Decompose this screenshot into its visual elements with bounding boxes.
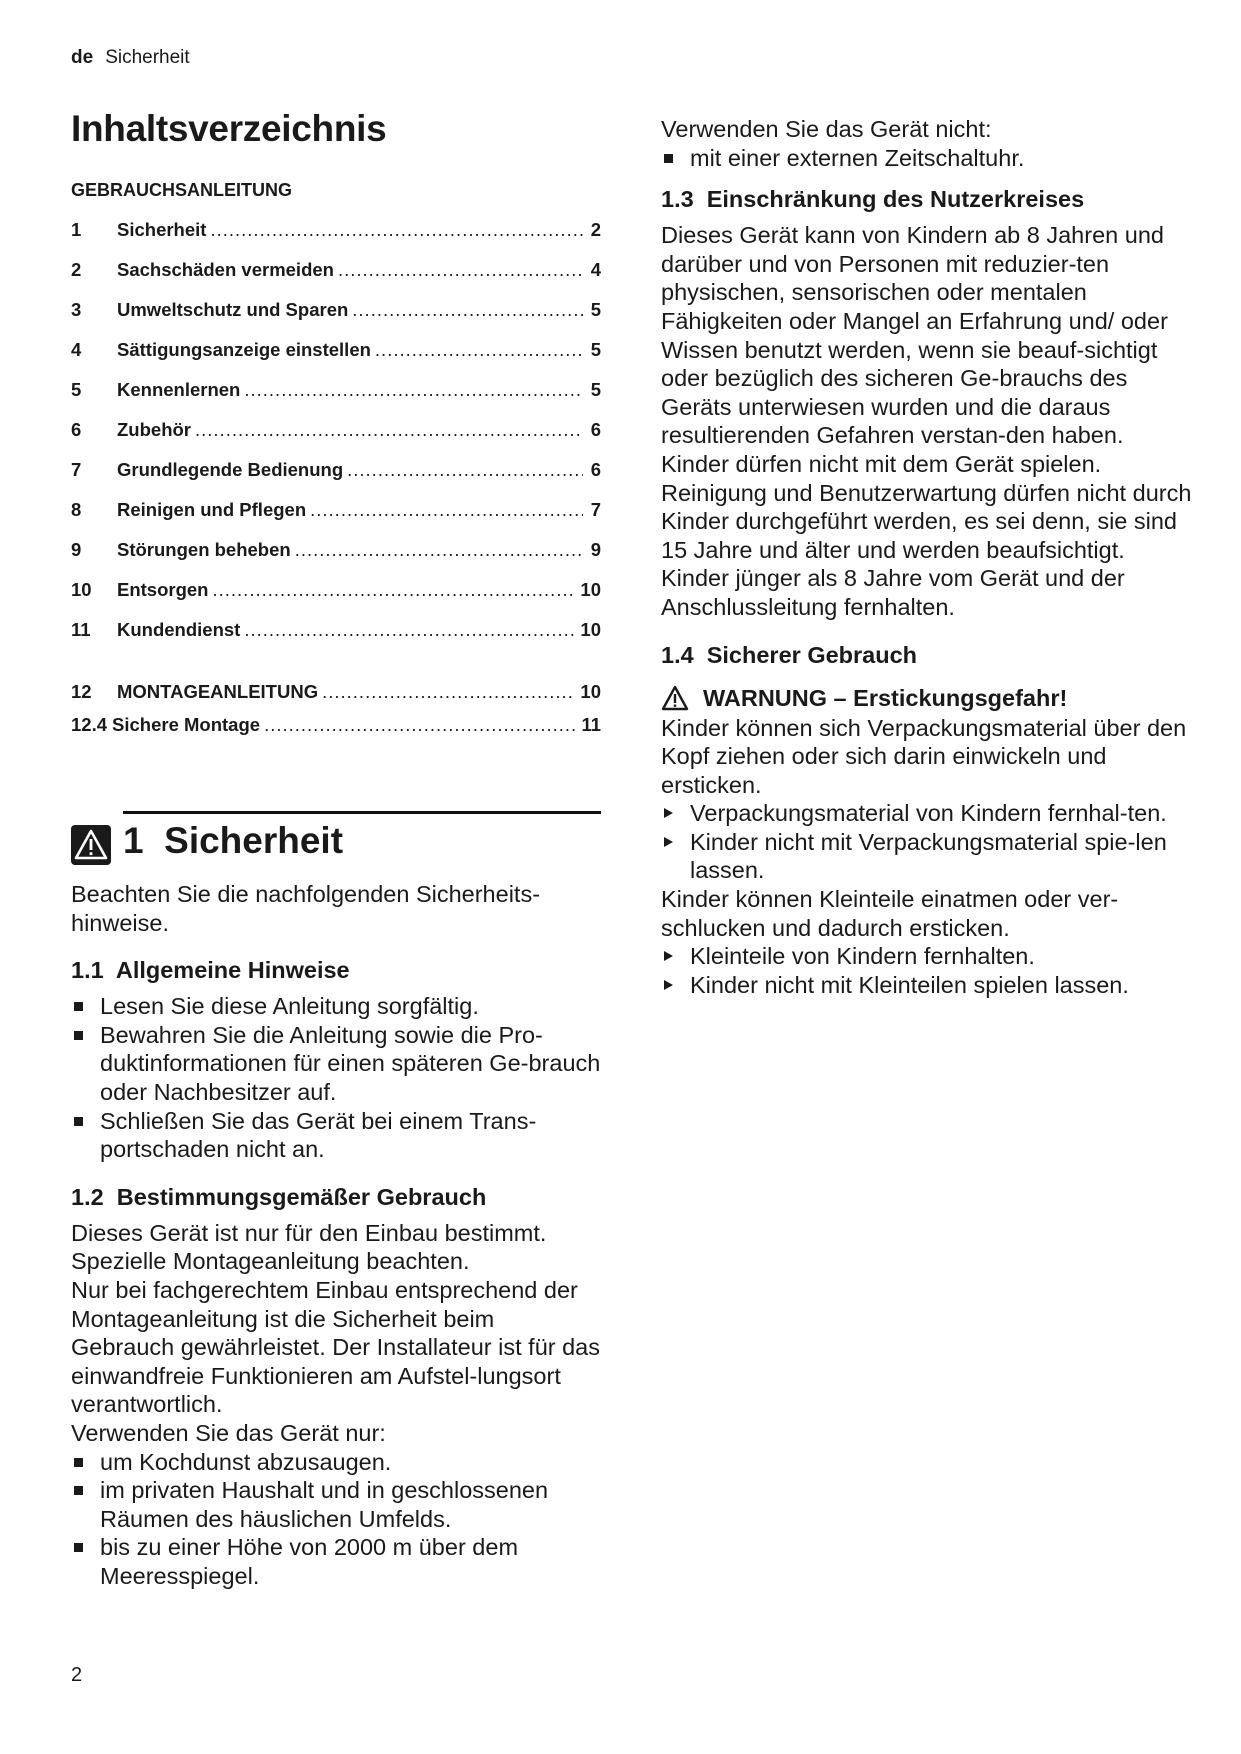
chapter-intro: Beachten Sie die nachfolgenden Sicherheits-hinweise. (71, 881, 541, 936)
toc-entry-number: 4 (71, 339, 82, 360)
toc-entry-page: 2 (590, 219, 601, 240)
paragraph: Kinder jünger als 8 Jahre vom Gerät und der Anschlussleitung fernhalten. (661, 565, 1125, 620)
chapter-heading-block (71, 811, 601, 862)
right-column (661, 115, 1201, 999)
section-1-1-title: 1.1 Allgemeine Hinweise (71, 957, 350, 984)
toc-title: Inhaltsverzeichnis (71, 108, 387, 149)
toc-entry-title: Zubehör (117, 419, 191, 440)
toc-entry-number: 10 (71, 579, 92, 600)
toc-entry-number: 11 (71, 619, 91, 640)
toc-entry-title: Sicherheit (117, 219, 207, 240)
toc-entry-number: 3 (71, 299, 82, 320)
warning-title: WARNUNG – Erstickungsgefahr! (703, 684, 1068, 711)
chapter-title-bar (123, 811, 601, 862)
toc-leader-dots (244, 619, 574, 641)
prohibited-use-list (661, 144, 1201, 173)
toc-list (71, 219, 601, 747)
instruction-steps (661, 942, 1201, 999)
instruction-steps (661, 799, 1201, 885)
list-item: bis zu einer Höhe von 2000 m über dem Meeresspiegel. (71, 1533, 601, 1590)
toc-leader-dots (375, 339, 583, 361)
toc-entry[interactable] (71, 714, 601, 747)
toc-leader-dots (210, 219, 583, 241)
toc-entry-page: 6 (590, 459, 601, 480)
paragraph: Kinder dürfen nicht mit dem Gerät spielen. (661, 450, 1102, 477)
toc-leader-dots (195, 419, 583, 441)
page-header (71, 47, 190, 69)
toc-entry-number: 2 (71, 259, 82, 280)
warning-heading (661, 685, 1201, 712)
paragraph: Kinder können Kleinteile einatmen oder ver-schlucken und dadurch ersticken. (661, 886, 1119, 941)
paragraph: Kinder können sich Verpackungsmaterial über den Kopf ziehen oder sich darin einwickeln und ersticken. (661, 714, 1187, 798)
toc-entry[interactable] (71, 499, 601, 539)
toc-entry-page: 5 (590, 339, 601, 360)
toc-leader-dots (212, 579, 574, 601)
toc-entry-page: 10 (580, 579, 601, 600)
header-section: Sicherheit (105, 47, 190, 68)
list-item: Kinder nicht mit Verpackungsmaterial spie-len lassen. (661, 828, 1201, 885)
paragraph: Verwenden Sie das Gerät nur: (71, 1419, 386, 1446)
paragraph: Verwenden Sie das Gerät nicht: (661, 116, 992, 142)
list-item: Bewahren Sie die Anleitung sowie die Pro-duktinformationen für einen späteren Ge-brauch oder Nachbesitzer auf. (71, 1021, 601, 1107)
paragraph: Reinigung und Benutzerwartung dürfen nicht durch Kinder durchgeführt werden, es sei denn, sie sind 15 Jahre und älter und werden beaufsichtigt. (661, 479, 1192, 563)
toc-leader-dots (322, 681, 574, 703)
toc-leader-dots (338, 259, 583, 281)
toc-entry-page: 10 (580, 619, 601, 640)
toc-entry-title: Grundlegende Bedienung (117, 459, 344, 480)
toc-entry[interactable] (71, 299, 601, 339)
toc-entry-title: Sichere Montage (112, 714, 261, 735)
toc-entry-page: 5 (590, 379, 601, 400)
chapter-title: 1 Sicherheit (123, 820, 344, 861)
paragraph: Dieses Gerät ist nur für den Einbau bestimmt. Spezielle Montageanleitung beachten. (71, 1219, 547, 1275)
toc-entry-title: Umweltschutz und Sparen (117, 299, 349, 320)
warning-triangle-icon (71, 825, 111, 865)
toc-leader-dots (244, 379, 583, 401)
intended-use-list (71, 1448, 601, 1591)
toc-entry[interactable] (71, 459, 601, 499)
toc-entry-number: 5 (71, 379, 82, 400)
toc-leader-dots (352, 299, 583, 321)
toc-entry-number: 12 (71, 681, 92, 702)
list-item: um Kochdunst abzusaugen. (71, 1448, 601, 1477)
toc-entry[interactable] (71, 539, 601, 579)
list-item: Verpackungsmaterial von Kindern fernhal-ten. (661, 799, 1201, 828)
left-column (71, 100, 601, 1590)
toc-leader-dots (264, 714, 575, 736)
section-1-3-title: 1.3 Einschränkung des Nutzerkreises (661, 186, 1085, 213)
toc-entry-page: 5 (590, 299, 601, 320)
list-item: Schließen Sie das Gerät bei einem Trans-portschaden nicht an. (71, 1107, 601, 1164)
toc-entry[interactable] (71, 419, 601, 459)
list-item: Kleinteile von Kindern fernhalten. (661, 942, 1201, 971)
toc-entry-page: 10 (580, 681, 601, 702)
toc-leader-dots (347, 459, 583, 481)
general-notes-list (71, 992, 601, 1164)
section-1-2-title: 1.2 Bestimmungsgemäßer Gebrauch (71, 1183, 487, 1210)
toc-entry-title: Entsorgen (117, 579, 209, 600)
toc-entry[interactable] (71, 339, 601, 379)
toc-entry-title: Sachschäden vermeiden (117, 259, 334, 280)
toc-entry[interactable] (71, 579, 601, 619)
toc-entry-number: 6 (71, 419, 82, 440)
toc-entry-page: 4 (590, 259, 601, 280)
warning-triangle-icon (661, 685, 689, 711)
toc-entry-title: Kundendienst (117, 619, 241, 640)
list-item: Kinder nicht mit Kleinteilen spielen lassen. (661, 971, 1201, 1000)
paragraph: Dieses Gerät kann von Kindern ab 8 Jahren und darüber und von Personen mit reduzier-ten physischen, sensorischen oder mentalen Fähigkeiten oder Mangel an Erfahrung und/ oder Wissen benutzt werden, wenn sie beauf-sichtigt oder bezüglich des sicheren Ge-brauchs des Geräts unterwiesen wurden und die daraus resultierenden Gefahren verstan-den haben. (661, 222, 1168, 449)
section-1-4-title: 1.4 Sicherer Gebrauch (661, 641, 918, 668)
toc-entry[interactable] (71, 259, 601, 299)
toc-leader-dots (310, 499, 583, 521)
toc-entry-number: 9 (71, 539, 82, 560)
list-item: im privaten Haushalt und in geschlossenen Räumen des häuslichen Umfelds. (71, 1476, 601, 1533)
toc-entry-title: Sättigungsanzeige einstellen (117, 339, 371, 360)
toc-entry-page: 11 (581, 714, 601, 735)
toc-entry-number: 12.4 (71, 714, 108, 735)
toc-entry-page: 9 (590, 539, 601, 560)
toc-entry[interactable] (71, 379, 601, 419)
toc-entry-page: 7 (590, 499, 601, 520)
list-item: mit einer externen Zeitschaltuhr. (661, 144, 1201, 173)
toc-entry-number: 7 (71, 459, 82, 480)
paragraph: Nur bei fachgerechtem Einbau entsprechend der Montageanleitung ist die Sicherheit beim Gebrauch gewährleistet. Der Installateur ist für das einwandfreie Funktionieren am Aufstel-lungsort verantwortlich. (71, 1276, 601, 1418)
toc-leader-dots (295, 539, 583, 561)
toc-entry[interactable] (71, 219, 601, 259)
toc-entry-title: MONTAGEANLEITUNG (117, 681, 319, 702)
toc-entry-page: 6 (590, 419, 601, 440)
toc-entry-number: 8 (71, 499, 82, 520)
language-code: de (71, 47, 94, 68)
toc-section-label: GEBRAUCHSANLEITUNG (71, 180, 293, 200)
page-number: 2 (71, 1664, 83, 1686)
toc-entry[interactable] (71, 681, 601, 714)
toc-entry-title: Reinigen und Pflegen (117, 499, 307, 520)
toc-entry[interactable] (71, 619, 601, 659)
toc-entry-title: Störungen beheben (117, 539, 291, 560)
list-item: Lesen Sie diese Anleitung sorgfältig. (71, 992, 601, 1021)
toc-entry-title: Kennenlernen (117, 379, 241, 400)
toc-entry-number: 1 (71, 219, 82, 240)
